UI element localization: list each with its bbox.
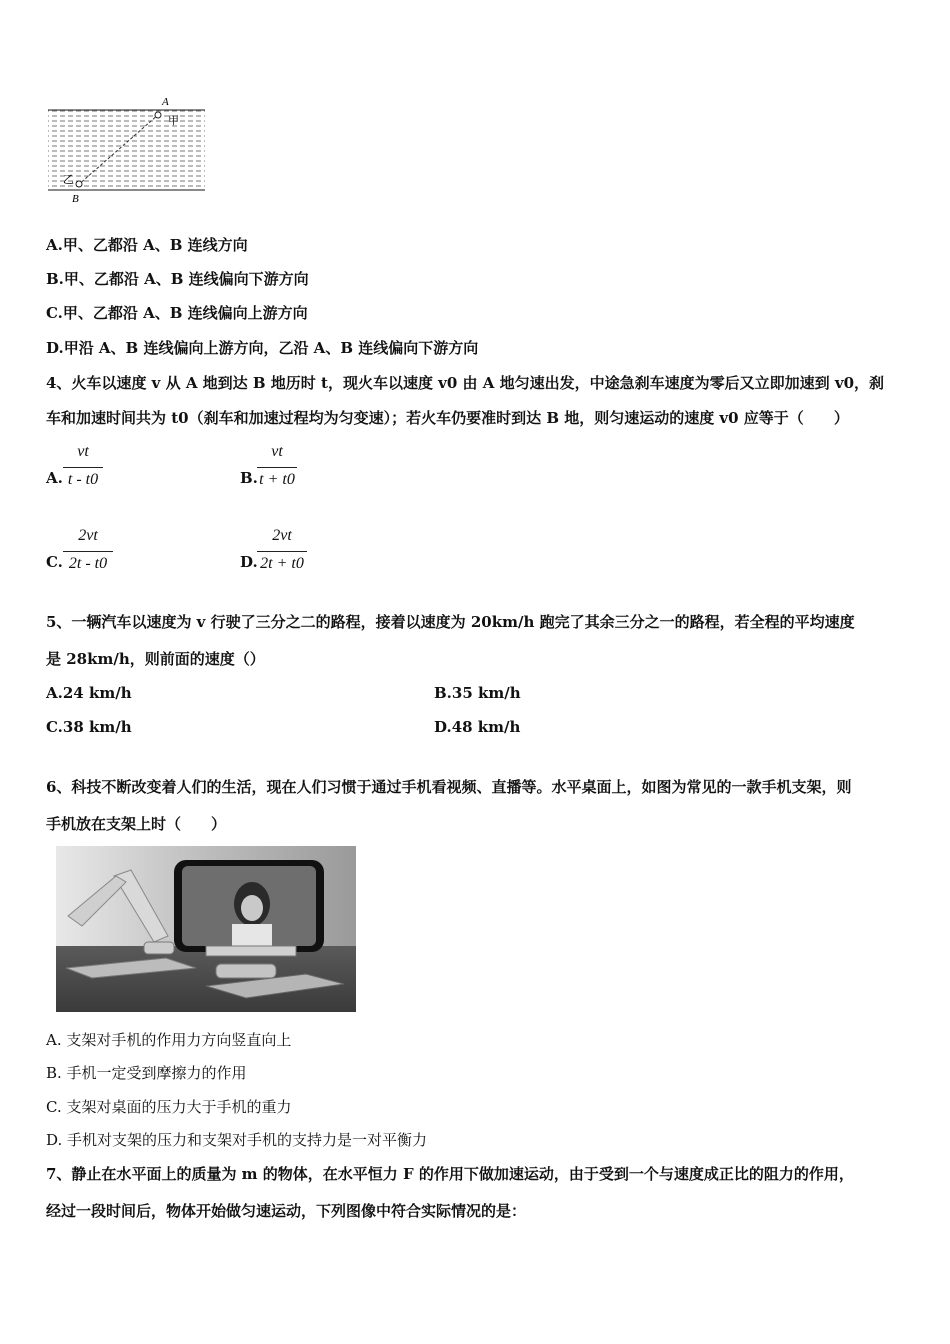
q6-stem-line1: 6、科技不断改变着人们的生活，现在人们习惯于通过手机看视频、直播等。水平桌面上，如图为常见的一款手机支架，则 <box>46 778 852 796</box>
fraction-numerator: 2vt <box>272 527 292 544</box>
q4-stem-line2: 车和加速时间共为 t0（刹车和加速过程均为匀变速）；若火车仍要准时到达 B 地，则匀速运动的速度 v0 应等于（ ） <box>46 409 849 427</box>
phone-stand-photo <box>56 846 356 1012</box>
q4-option-b-fraction <box>257 443 297 495</box>
q4-option-d-fraction <box>257 527 307 579</box>
q5-option-b[interactable]: B.35 km/h <box>434 684 521 702</box>
q6-option-b[interactable]: B. 手机一定受到摩擦力的作用 <box>46 1064 247 1082</box>
q6-option-d[interactable]: D. 手机对支架的压力和支架对手机的支持力是一对平衡力 <box>46 1131 428 1149</box>
yi-label: 乙 <box>63 173 74 186</box>
fraction-numerator: 2vt <box>78 527 98 544</box>
q4-stem-line1: 4、火车以速度 v 从 A 地到达 B 地历时 t，现火车以速度 v0 由 A 地匀速出发，中途急刹车速度为零后又立即加速到 v0，刹 <box>46 374 885 392</box>
q6-option-a[interactable]: A. 支架对手机的作用力方向竖直向上 <box>46 1031 292 1049</box>
q6-option-c[interactable]: C. 支架对桌面的压力大于手机的重力 <box>46 1098 292 1116</box>
fraction-bar <box>63 467 103 468</box>
q3-option-b[interactable]: B.甲、乙都沿 A、B 连线偏向下游方向 <box>46 270 309 288</box>
point-a-label: A <box>162 96 169 108</box>
fraction-denominator: 2t - t0 <box>68 555 108 572</box>
stand-right-holder <box>206 946 296 956</box>
q3-option-d[interactable]: D.甲沿 A、B 连线偏向上游方向，乙沿 A、B 连线偏向下游方向 <box>46 339 479 357</box>
fraction-numerator: vt <box>77 443 89 460</box>
fraction-denominator: t + t0 <box>259 471 295 488</box>
q5-stem-line2: 是 28km/h，则前面的速度（） <box>46 650 265 668</box>
q5-option-a[interactable]: A.24 km/h <box>46 684 132 702</box>
fraction-bar <box>257 467 297 468</box>
q7-stem-line2: 经过一段时间后，物体开始做匀速运动，下列图像中符合实际情况的是： <box>46 1202 527 1220</box>
q4-option-b-label[interactable]: B. <box>240 469 258 487</box>
q5-option-d[interactable]: D.48 km/h <box>434 718 521 736</box>
fraction-denominator: 2t + t0 <box>260 555 304 572</box>
fraction-denominator: t - t0 <box>67 471 99 488</box>
q6-stem-line2: 手机放在支架上时（ ） <box>46 815 227 833</box>
fraction-numerator: vt <box>271 443 283 460</box>
q4-option-d-label[interactable]: D. <box>240 553 258 571</box>
boat-yi <box>76 181 82 187</box>
fraction-bar <box>63 551 113 552</box>
river-figure <box>44 94 209 206</box>
q4-option-a-label[interactable]: A. <box>46 469 63 487</box>
q3-option-c[interactable]: C.甲、乙都沿 A、B 连线偏向上游方向 <box>46 304 308 322</box>
q5-option-c[interactable]: C.38 km/h <box>46 718 132 736</box>
q4-option-a-fraction <box>63 443 103 495</box>
screen-person-face <box>241 895 263 921</box>
stand-right-hinge <box>216 964 276 978</box>
q3-option-a[interactable]: A.甲、乙都沿 A、B 连线方向 <box>46 236 248 254</box>
q7-stem-line1: 7、静止在水平面上的质量为 m 的物体，在水平恒力 F 的作用下做加速运动，由于受到一个与速度成正比的阻力的作用， <box>46 1165 854 1183</box>
boat-jia <box>155 112 161 118</box>
screen-person-body <box>232 924 272 946</box>
jia-label: 甲 <box>168 114 179 127</box>
point-b-label: B <box>72 193 79 205</box>
q5-stem-line1: 5、一辆汽车以速度为 v 行驶了三分之二的路程，接着以速度为 20km/h 跑完了其余三分之一的路程，若全程的平均速度 <box>46 613 855 631</box>
q4-option-c-fraction <box>63 527 113 579</box>
q4-option-c-label[interactable]: C. <box>46 553 63 571</box>
fraction-bar <box>257 551 307 552</box>
stand-left-hinge <box>144 942 174 954</box>
